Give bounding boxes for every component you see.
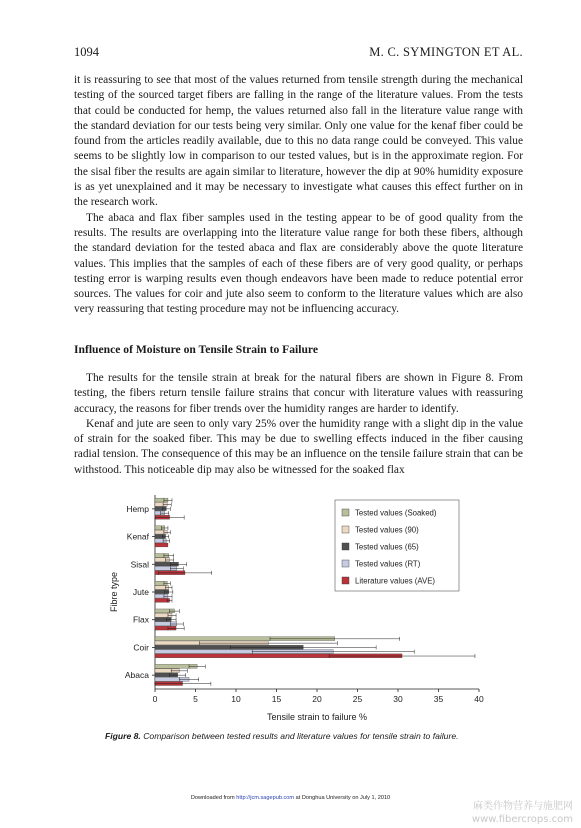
legend-swatch <box>342 577 349 584</box>
x-tick-label: 40 <box>474 694 484 704</box>
legend-label: Tested values (65) <box>355 542 419 552</box>
x-tick-label: 15 <box>271 694 282 704</box>
footer-suffix: at Donghua University on July 1, 2010 <box>294 795 391 801</box>
x-axis-title: Tensile strain to failure % <box>266 712 368 722</box>
bar <box>155 543 168 547</box>
paragraph: The abaca and flax fiber samples used in the testing appear to be of good quality from the results. The results are overlapping into the literature value range for both these fibers, although the standard deviation for the tested abaca and flax are considerably above the quote literature values. This implies that the samples of each of these fibers are of very good quality, or perhaps testing error is warping results even though endeavors have been made to reduce potential error sources. The values for coir and jute also seem to conform to the literature values which are also very reassuring that testing procedure may not be influencing accuracy. <box>74 211 523 316</box>
y-tick-label: Flax <box>132 614 149 625</box>
body-text-bottom <box>74 371 523 478</box>
figure-caption <box>105 731 459 741</box>
paragraph: Kenaf and jute are seen to only vary 25% over the humidity range with a slight dip in the value of strain for the soaked fiber. This may be due to swelling effects induced in the fiber causing radial tension. The consequence of this may be an influence on the tensile failure strain that can be withstood. This noticeable dip may also be witnessed for the soaked flax <box>74 417 523 476</box>
legend-swatch <box>342 526 349 533</box>
caption-text: Comparison between tested results and literature values for tensile strain to failure. <box>143 731 459 741</box>
page-number: 1094 <box>74 45 99 59</box>
legend-label: Tested values (Soaked) <box>355 508 437 518</box>
tensile-strain-chart <box>95 488 495 728</box>
y-tick-label: Hemp <box>126 503 149 514</box>
legend-swatch <box>342 509 349 516</box>
x-tick-label: 10 <box>231 694 241 704</box>
y-axis-title: Fibre type <box>109 571 119 613</box>
paragraph: The results for the tensile strain at break for the natural fibers are shown in Figure 8. From testing, the fibers return tensile failure strains that concur with literature values with reassuring accuracy, the reasons for fiber trends over the humidity ranges are harder to identify. <box>74 372 523 415</box>
legend-swatch <box>342 560 349 567</box>
y-tick-label: Abaca <box>124 670 149 681</box>
x-tick-label: 5 <box>193 694 198 704</box>
y-tick-label: Coir <box>133 642 149 653</box>
x-tick-label: 0 <box>152 694 158 704</box>
paragraph: it is reassuring to see that most of the values returned from tensile strength during the mechanical testing of the sourced target fibers are falling in the range of the literature values. From the tests that could be conducted for hemp, the values returned also fall in the literature value range with the standard deviation for our tests being very similar. Only one value for the kenaf fiber could be found from the articles readily available, due to this no data range could be conveyed. This value seems to be slightly low in comparison to our tested values, but is in the approximate region. For the sisal fiber the results are again similar to literature, however the dip at 90% humidity exposure is as yet unexplained and it may be necessary to investigate what causes this effect further on in the research work. <box>74 74 523 209</box>
watermark-line-1: 麻类作物营养与施肥网 <box>473 801 573 812</box>
footer-prefix: Downloaded from <box>190 795 237 801</box>
x-tick-label: 30 <box>393 694 403 704</box>
footer-link[interactable]: http://jcm.sagepub.com <box>236 795 295 801</box>
section-heading: Influence of Moisture on Tensile Strain to Failure <box>74 343 319 356</box>
y-tick-label: Jute <box>132 587 149 597</box>
running-header-author: M. C. SYMINGTON ET AL. <box>369 45 523 59</box>
y-tick-label: Kenaf <box>126 531 149 542</box>
watermark <box>472 800 573 826</box>
watermark-line-2: www.fibercrops.com <box>471 814 573 825</box>
legend-label: Tested values (RT) <box>355 559 421 569</box>
body-text-top <box>74 73 523 318</box>
legend-label: Tested values (90) <box>355 525 419 535</box>
x-tick-label: 35 <box>433 694 444 704</box>
caption-label: Figure 8. <box>105 731 141 741</box>
x-tick-label: 20 <box>312 694 322 704</box>
y-tick-label: Sisal <box>130 559 149 570</box>
x-tick-label: 25 <box>352 694 363 704</box>
legend-label: Literature values (AVE) <box>355 576 436 586</box>
legend-swatch <box>342 543 349 550</box>
